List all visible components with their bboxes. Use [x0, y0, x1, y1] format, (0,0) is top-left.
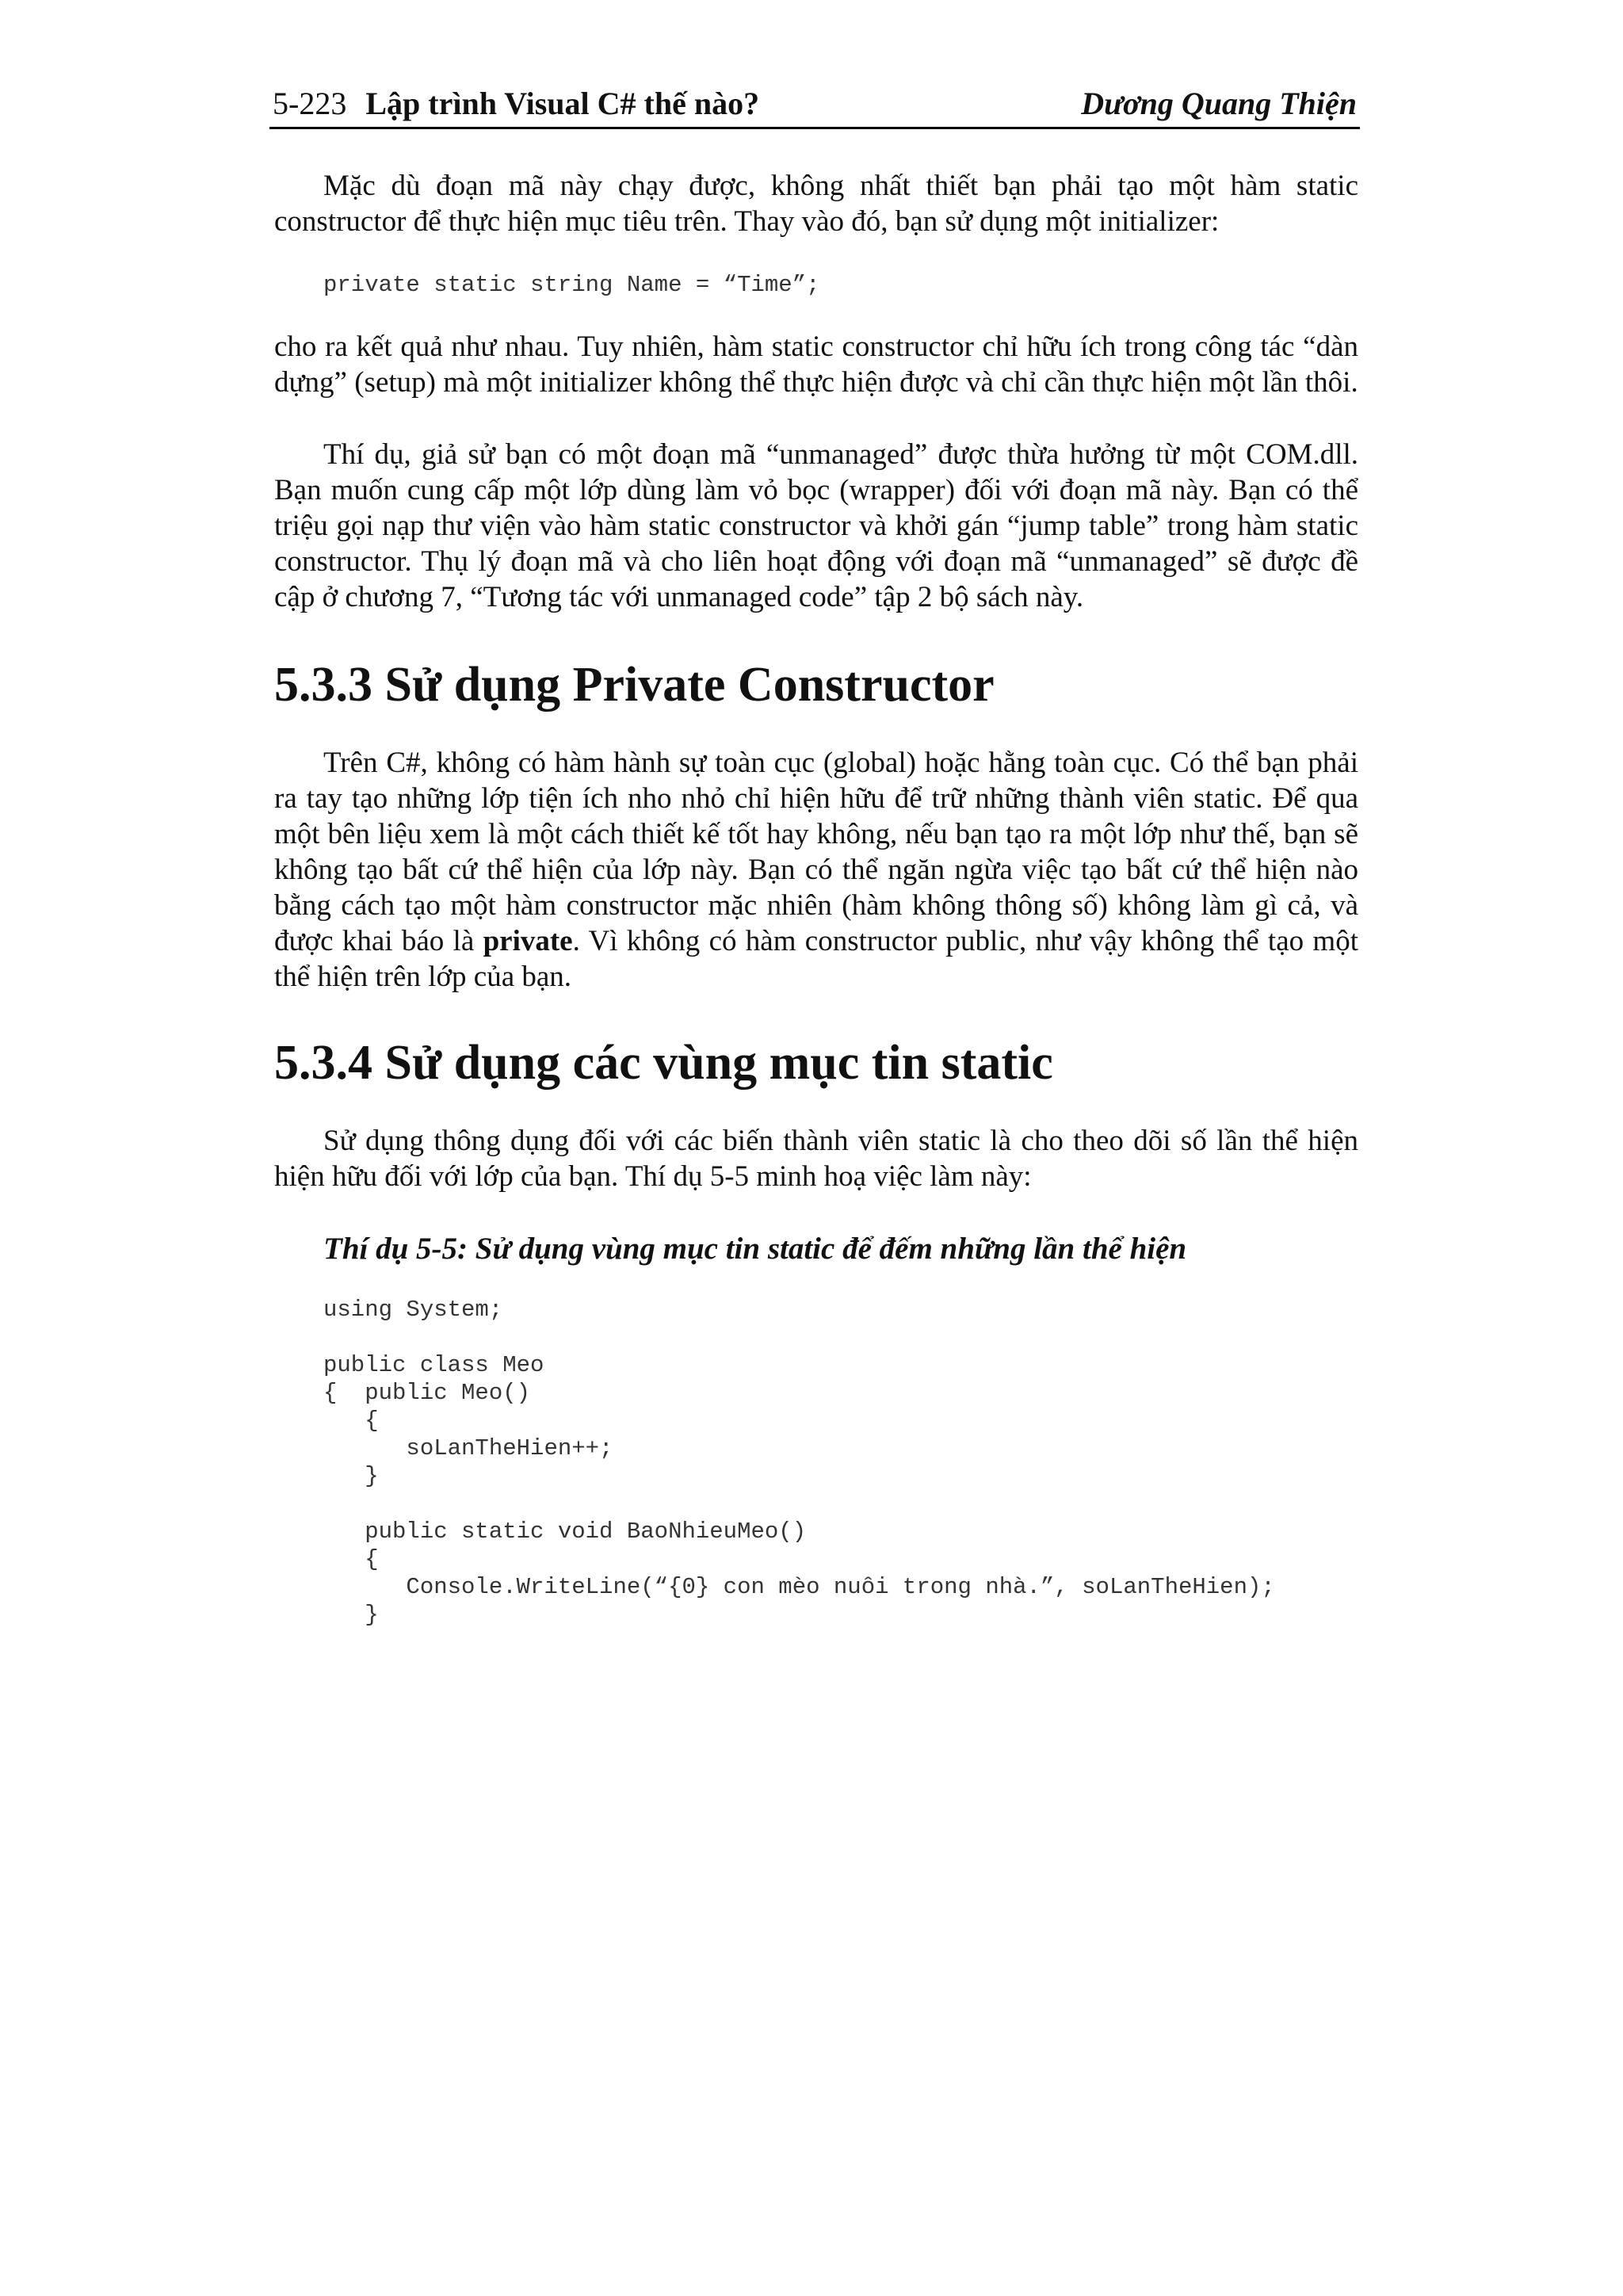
paragraph-private-constructor	[274, 745, 1358, 995]
paragraph-example: Thí dụ, giả sử bạn có một đoạn mã “unmanaged” được thừa hưởng từ một COM.dll. Bạn muốn cung cấp một lớp dùng làm vỏ bọc (wrapper) đối với đoạn mã này. Bạn có thể triệu gọi nạp thư viện vào hàm static constructor và khởi gán “jump table” trong hàm static constructor. Thụ lý đoạn mã và cho liên hoạt động với đoạn mã “unmanaged” sẽ được đề cập ở chương 7, “Tương tác với unmanaged code” tập 2 bộ sách này.	[274, 438, 1358, 613]
page-number: 5-223	[273, 86, 347, 121]
section-heading-static-fields: 5.3.4 Sử dụng các vùng mục tin static	[274, 1036, 1053, 1090]
book-title: Lập trình Visual C# thế nào?	[365, 86, 760, 121]
author-name: Dương Quang Thiện	[1081, 86, 1357, 121]
paragraph-text-start: Trên C#, không có hàm hành sự toàn cục (global) hoặc hằng toàn cục. Có thể bạn phải ra tay tạo những lớp tiện ích nho nhỏ chỉ hiện hữu để trữ những thành viên static. Để qua một bên liệu xem là một cách thiết kế tốt hay không, nếu bạn tạo ra một lớp như thế, bạn sẽ không tạo bất cứ thể hiện của lớp này. Bạn có thể ngăn ngừa việc tạo bất cứ thể hiện nào bằng cách tạo một hàm constructor mặc nhiên (hàm không thông số) không làm gì cả, và được khai báo là	[274, 747, 1358, 957]
paragraph-text-end: . Vì không có hàm constructor public, như vậy không thể tạo một thể hiện trên lớp của bạn.	[274, 925, 1358, 993]
section-heading-private-constructor: 5.3.3 Sử dụng Private Constructor	[274, 658, 995, 712]
code-initializer: private static string Name = “Time”;	[323, 272, 820, 298]
paragraph-intro: Mặc dù đoạn mã này chạy được, không nhất thiết bạn phải tạo một hàm static constructor để thực hiện mục tiêu trên. Thay vào đó, bạn sử dụng một initializer:	[274, 170, 1358, 238]
keyword-private: private	[483, 925, 573, 957]
paragraph-result: cho ra kết quả như nhau. Tuy nhiên, hàm static constructor chỉ hữu ích trong công tác “dàn dựng” (setup) mà một initializer không thể thực hiện được và chỉ cần thực hiện một lần thôi.	[274, 330, 1358, 399]
page-content	[274, 168, 1358, 1629]
code-using-directive: using System;	[323, 1297, 503, 1323]
code-class-meo: public class Meo { public Meo() { soLanTheHien++; } public static void BaoNhieuMeo() { Console.WriteLine(“{0} con mèo nuôi trong nhà.”, soLanTheHien); }	[323, 1352, 1275, 1628]
page-header	[269, 76, 1360, 129]
example-title: Thí dụ 5-5: Sử dụng vùng mục tin static để đếm những lần thể hiện	[323, 1232, 1187, 1266]
paragraph-static-fields: Sử dụng thông dụng đối với các biến thành viên static là cho theo dõi số lần thể hiện hiện hữu đối với lớp của bạn. Thí dụ 5-5 minh hoạ việc làm này:	[274, 1125, 1358, 1193]
header-left	[273, 85, 759, 122]
